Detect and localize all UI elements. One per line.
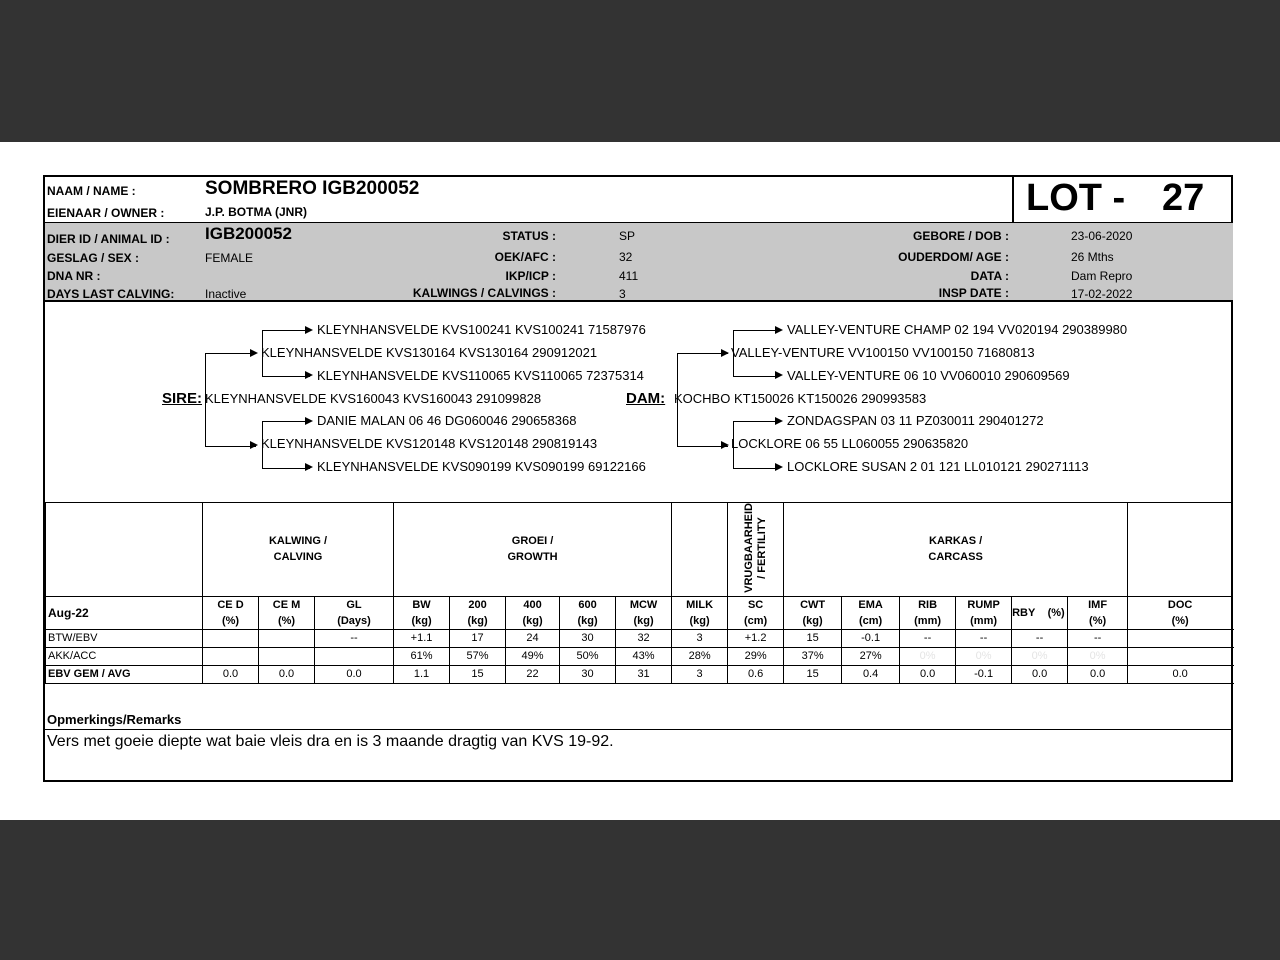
ebv-cell: 0% bbox=[1068, 647, 1128, 665]
afc-label: OEK/AFC : bbox=[494, 250, 556, 264]
owner-value: J.P. BOTMA (JNR) bbox=[205, 205, 308, 219]
dam-sire: VALLEY-VENTURE VV100150 VV100150 71680813 bbox=[731, 345, 1035, 360]
ebv-cell: 0.4 bbox=[842, 665, 900, 683]
animal-name: SOMBRERO IGB200052 bbox=[205, 178, 420, 199]
details-band bbox=[45, 223, 1233, 300]
ebv-col-milk: MILK (kg) bbox=[672, 596, 728, 629]
ebv-cell: 22 bbox=[506, 665, 560, 683]
ebv-cell: 37% bbox=[784, 647, 842, 665]
ebv-col-200: 200 (kg) bbox=[450, 596, 506, 629]
ebv-col-bw: BW (kg) bbox=[394, 596, 450, 629]
ebv-cell bbox=[203, 629, 259, 647]
ebv-cell: 1.1 bbox=[394, 665, 450, 683]
ebv-col-doc: DOC (%) bbox=[1128, 596, 1233, 629]
ebv-cell: 0.0 bbox=[259, 665, 315, 683]
ebv-cell bbox=[1128, 647, 1233, 665]
sire-dam-sire: DANIE MALAN 06 46 DG060046 290658368 bbox=[317, 413, 577, 428]
sire-dam: KLEYNHANSVELDE KVS120148 KVS120148 290819143 bbox=[261, 436, 598, 451]
lot-label: LOT - bbox=[1026, 177, 1126, 219]
animal-card bbox=[43, 175, 1233, 782]
lot-number: 27 bbox=[1162, 177, 1205, 219]
ebv-col-cwt: CWT (kg) bbox=[784, 596, 842, 629]
ebv-cell: +1.1 bbox=[394, 629, 450, 647]
ebv-col-mcw: MCW (kg) bbox=[616, 596, 672, 629]
ebv-cell: -- bbox=[315, 629, 394, 647]
group-calving: KALWING / CALVING bbox=[203, 503, 394, 597]
dob-label: GEBORE / DOB : bbox=[912, 229, 1009, 243]
ebv-cell: -0.1 bbox=[842, 629, 900, 647]
ebv-date: Aug-22 bbox=[46, 596, 203, 629]
owner-label: EIENAAR / OWNER : bbox=[47, 206, 165, 220]
icp-value: 411 bbox=[619, 269, 639, 283]
ebv-cell: 15 bbox=[784, 629, 842, 647]
group-growth: GROEI / GROWTH bbox=[394, 503, 672, 597]
dam-label: DAM: bbox=[626, 390, 666, 407]
calvings-value: 3 bbox=[619, 287, 626, 301]
ebv-table bbox=[45, 502, 1233, 684]
lot-sheet bbox=[0, 142, 1280, 820]
insp-date-value: 17-02-2022 bbox=[1071, 287, 1133, 301]
ebv-cell: 0.0 bbox=[900, 665, 956, 683]
ebv-col-ce-d: CE D (%) bbox=[203, 596, 259, 629]
sire-dam-dam: KLEYNHANSVELDE KVS090199 KVS090199 69122166 bbox=[317, 459, 646, 474]
ebv-cell: 0% bbox=[1012, 647, 1068, 665]
ebv-col-gl: GL (Days) bbox=[315, 596, 394, 629]
age-label: OUDERDOM/ AGE : bbox=[898, 250, 1009, 264]
ebv-cell: 30 bbox=[560, 629, 616, 647]
dam-dam-dam: LOCKLORE SUSAN 2 01 121 LL010121 290271113 bbox=[787, 459, 1089, 474]
ebv-cell: -- bbox=[1068, 629, 1128, 647]
dam-dam: LOCKLORE 06 55 LL060055 290635820 bbox=[731, 436, 969, 451]
ebv-cell: -0.1 bbox=[956, 665, 1012, 683]
ebv-cell: 15 bbox=[450, 665, 506, 683]
ebv-row-label: AKK/ACC bbox=[46, 647, 203, 665]
ebv-cell: -- bbox=[1012, 629, 1068, 647]
ebv-col-rump: RUMP (mm) bbox=[956, 596, 1012, 629]
ebv-cell: 31 bbox=[616, 665, 672, 683]
ebv-row-2 bbox=[46, 665, 1233, 683]
ebv-cell: 43% bbox=[616, 647, 672, 665]
name-label: NAAM / NAME : bbox=[47, 184, 136, 198]
remarks-label: Opmerkings/Remarks bbox=[47, 712, 182, 727]
ebv-cell: 3 bbox=[672, 665, 728, 683]
ebv-cell: 3 bbox=[672, 629, 728, 647]
ebv-col-imf: IMF (%) bbox=[1068, 596, 1128, 629]
ebv-cell: 29% bbox=[728, 647, 784, 665]
dam-sire-dam: VALLEY-VENTURE 06 10 VV060010 290609569 bbox=[787, 368, 1070, 383]
animal-id-value: IGB200052 bbox=[205, 224, 292, 243]
ebv-row-0 bbox=[46, 629, 1233, 647]
data-label: DATA : bbox=[970, 269, 1009, 283]
days-label: DAYS LAST CALVING: bbox=[47, 287, 175, 301]
ebv-unit-row bbox=[46, 596, 1233, 629]
ebv-cell: 0.0 bbox=[203, 665, 259, 683]
ebv-cell bbox=[1128, 629, 1233, 647]
sex-label: GESLAG / SEX : bbox=[47, 251, 140, 265]
dam-sire-sire: VALLEY-VENTURE CHAMP 02 194 VV020194 290389980 bbox=[787, 322, 1128, 337]
ebv-cell: 0% bbox=[956, 647, 1012, 665]
ebv-row-label: EBV GEM / AVG bbox=[46, 665, 203, 683]
sire-sire-dam: KLEYNHANSVELDE KVS110065 KVS110065 72375314 bbox=[317, 368, 644, 383]
ebv-col-ema: EMA (cm) bbox=[842, 596, 900, 629]
ebv-col-ce-m: CE M (%) bbox=[259, 596, 315, 629]
sire-sire-sire: KLEYNHANSVELDE KVS100241 KVS100241 71587976 bbox=[317, 322, 646, 337]
ebv-cell: 28% bbox=[672, 647, 728, 665]
ebv-col-rby: RBY (%) bbox=[1012, 596, 1068, 629]
lot-box bbox=[1012, 177, 1235, 223]
remarks-text: Vers met goeie diepte wat baie vleis dra en is 3 maande dragtig van KVS 19-92. bbox=[47, 733, 614, 750]
group-fertility: VRUGBAARHEID / FERTILITY bbox=[728, 503, 784, 597]
ebv-cell bbox=[259, 629, 315, 647]
ebv-cell: 17 bbox=[450, 629, 506, 647]
ebv-cell: 57% bbox=[450, 647, 506, 665]
ebv-cell bbox=[203, 647, 259, 665]
ebv-cell: 0.0 bbox=[315, 665, 394, 683]
days-value: Inactive bbox=[205, 287, 247, 301]
dob-value: 23-06-2020 bbox=[1071, 229, 1133, 243]
data-value: Dam Repro bbox=[1071, 269, 1133, 283]
ebv-cell: 32 bbox=[616, 629, 672, 647]
sex-value: FEMALE bbox=[205, 251, 254, 265]
status-label: STATUS : bbox=[502, 229, 556, 243]
ebv-col-sc: SC (cm) bbox=[728, 596, 784, 629]
ebv-col-400: 400 (kg) bbox=[506, 596, 560, 629]
insp-date-label: INSP DATE : bbox=[938, 286, 1009, 300]
ebv-row-label: BTW/EBV bbox=[46, 629, 203, 647]
ebv-cell: +1.2 bbox=[728, 629, 784, 647]
ebv-cell: 0.6 bbox=[728, 665, 784, 683]
group-carcass: KARKAS / CARCASS bbox=[784, 503, 1128, 597]
ebv-cell: 30 bbox=[560, 665, 616, 683]
ebv-row-1 bbox=[46, 647, 1233, 665]
icp-label: IKP/ICP : bbox=[505, 269, 556, 283]
ebv-cell bbox=[259, 647, 315, 665]
ebv-col-rib: RIB (mm) bbox=[900, 596, 956, 629]
ebv-cell bbox=[315, 647, 394, 665]
dam-dam-sire: ZONDAGSPAN 03 11 PZ030011 290401272 bbox=[787, 413, 1044, 428]
afc-value: 32 bbox=[619, 250, 633, 264]
ebv-cell: 0.0 bbox=[1068, 665, 1128, 683]
sire-label: SIRE: bbox=[162, 390, 203, 407]
ebv-cell: 0.0 bbox=[1128, 665, 1233, 683]
ebv-cell: 61% bbox=[394, 647, 450, 665]
age-value: 26 Mths bbox=[1071, 250, 1114, 264]
sire-sire: KLEYNHANSVELDE KVS130164 KVS130164 290912021 bbox=[261, 345, 598, 360]
ebv-group-row bbox=[46, 503, 1233, 597]
ebv-cell: 27% bbox=[842, 647, 900, 665]
ebv-cell: 49% bbox=[506, 647, 560, 665]
ebv-cell: -- bbox=[956, 629, 1012, 647]
ebv-cell: 0.0 bbox=[1012, 665, 1068, 683]
status-value: SP bbox=[619, 229, 636, 243]
ebv-col-600: 600 (kg) bbox=[560, 596, 616, 629]
sire: KLEYNHANSVELDE KVS160043 KVS160043 291099828 bbox=[205, 391, 542, 406]
animal-id-label: DIER ID / ANIMAL ID : bbox=[47, 232, 170, 246]
calvings-label: KALWINGS / CALVINGS : bbox=[412, 286, 556, 300]
dna-label: DNA NR : bbox=[47, 269, 101, 283]
ebv-cell: -- bbox=[900, 629, 956, 647]
ebv-cell: 24 bbox=[506, 629, 560, 647]
ebv-cell: 50% bbox=[560, 647, 616, 665]
ebv-cell: 0% bbox=[900, 647, 956, 665]
ebv-cell: 15 bbox=[784, 665, 842, 683]
dam: KOCHBO KT150026 KT150026 290993583 bbox=[674, 391, 927, 406]
